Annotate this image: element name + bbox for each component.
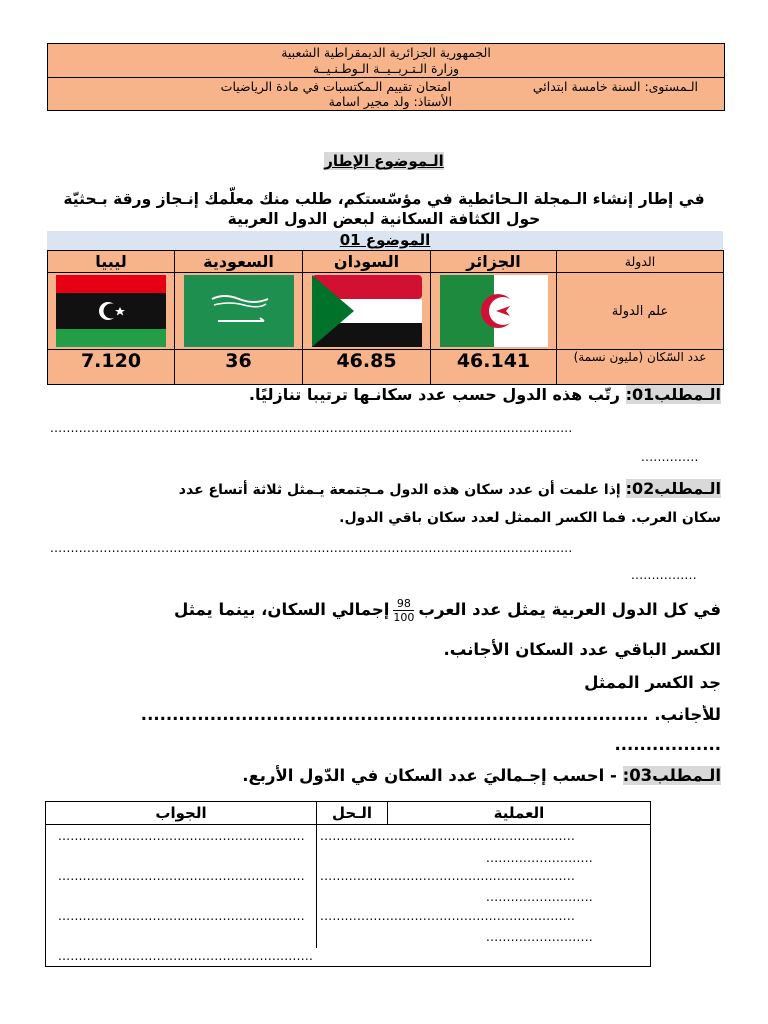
fraction-denominator: 100 [393, 611, 415, 624]
header-solution: الـحل [331, 804, 373, 822]
answer-dots: ............................................................ [58, 829, 305, 843]
country-name: السودان [303, 251, 431, 273]
country-name: السعودية [175, 251, 303, 273]
population-value: 46.141 [431, 350, 557, 385]
answer-dots: ................ [631, 568, 697, 582]
flag-cell [175, 273, 303, 350]
extra-line-2: الكسر الباقي عدد السكان الأجانب. [443, 640, 721, 659]
level-text: الـمستوى: السنة خامسة ابتدائي [532, 79, 698, 94]
sudan-flag-icon [312, 275, 422, 347]
population-label: عدد السّكان (مليون نسمة) [557, 350, 724, 385]
extra-line-3: جد الكسر الممثل [584, 673, 721, 692]
country-name: ليبيا [48, 251, 175, 273]
extra-line-1a: في كل الدول العربية يمثل عدد العرب [418, 600, 721, 619]
header-operation: العملية [493, 804, 545, 822]
answer-dots: ............................................................ [58, 909, 305, 923]
extra-line-1 [174, 597, 721, 624]
flag-cell [431, 273, 557, 350]
teacher-text: الأستاذ: ولد مجير اسامة [328, 94, 452, 109]
republic-name: الجمهورية الجزائرية الديمقراطية الشعبية [281, 45, 491, 60]
answer-dots: .......................... [486, 890, 593, 904]
population-value: 7.120 [48, 350, 175, 385]
requirement-2 [179, 479, 721, 498]
requirement-2-text: إذا علمت أن عدد سكان هذه الدول مـجتمعة يـمثل ثلاثة أتساع عدد [178, 482, 626, 498]
requirement-1-tag: الـمطلب01: [625, 385, 721, 404]
extra-line-1b: إجمالي السكان، بينما يمثل [174, 600, 390, 619]
extra-line-4: للأجانب. ................................................................................. [140, 705, 721, 724]
answer-dots: .......................... [486, 851, 593, 865]
population-value: 46.85 [303, 350, 431, 385]
requirement-3-tag: الـمطلب03: [622, 766, 721, 785]
requirement-2-line2: سكان العرب. فما الكسر الممثل لعدد سكان باقي الدول. [339, 510, 721, 526]
countries-table [47, 250, 724, 385]
population-value: 36 [175, 350, 303, 385]
algeria-flag-icon [440, 275, 548, 347]
header-box [47, 43, 725, 111]
libya-flag-icon [56, 275, 166, 347]
answer-table [45, 801, 651, 967]
requirement-3 [242, 766, 721, 785]
answer-dots: .............................................................. [320, 869, 576, 883]
answer-dots: ............................................................................................................................... [50, 421, 573, 435]
flag-label: علم الدولة [557, 273, 724, 350]
answer-dots: .............................................................. [320, 829, 576, 843]
table-row [48, 273, 724, 350]
fraction-numerator: 98 [393, 597, 414, 611]
answer-dots: ................. [614, 735, 721, 754]
country-name: الجزائر [431, 251, 557, 273]
requirement-1 [249, 385, 721, 404]
requirement-2-tag: الـمطلب02: [625, 479, 721, 498]
saudi-flag-icon [184, 275, 294, 347]
table-row [48, 350, 724, 385]
fraction [393, 597, 414, 624]
flag-cell [48, 273, 175, 350]
ministry-name: وزارة الـتـربــيــة الـوطـنـيــة [312, 61, 460, 76]
answer-dots: ............................................................ [58, 869, 305, 883]
requirement-1-text: رتّب هذه الدول حسب عدد سكانـها ترتيبا تنازليًا. [248, 385, 626, 404]
table-row [48, 251, 724, 273]
exam-text: امتحان تقييم الـمكتسبات في مادة الرياضيات [220, 79, 451, 94]
flag-cell [303, 273, 431, 350]
country-label: الدولة [557, 251, 724, 273]
subject-label: الموضوع 01 [47, 231, 723, 250]
answer-dots: .......................... [486, 930, 593, 944]
intro-paragraph: في إطار إنشاء الـمجلة الـحائطية في مؤسّستكم، طلب منك معلّمك إنـجاز ورقة بـحثيّة حول الكثافة السكانية لبعض الدول العربية [63, 190, 705, 228]
page-title-text: الـموضوع الإطار [324, 152, 444, 170]
answer-dots: .............................................................. [58, 949, 314, 963]
divider [46, 824, 650, 825]
header-institution [48, 44, 724, 78]
page-title [0, 152, 768, 170]
answer-dots: .............. [641, 450, 699, 464]
header-answer: الجواب [155, 804, 207, 822]
requirement-3-text: - احسب إجـماليَ عدد السكان في الدّول الأربع. [242, 766, 623, 785]
header-exam-info [48, 78, 724, 110]
answer-dots: ............................................................................................................................... [50, 541, 573, 555]
answer-dots: .............................................................. [320, 909, 576, 923]
